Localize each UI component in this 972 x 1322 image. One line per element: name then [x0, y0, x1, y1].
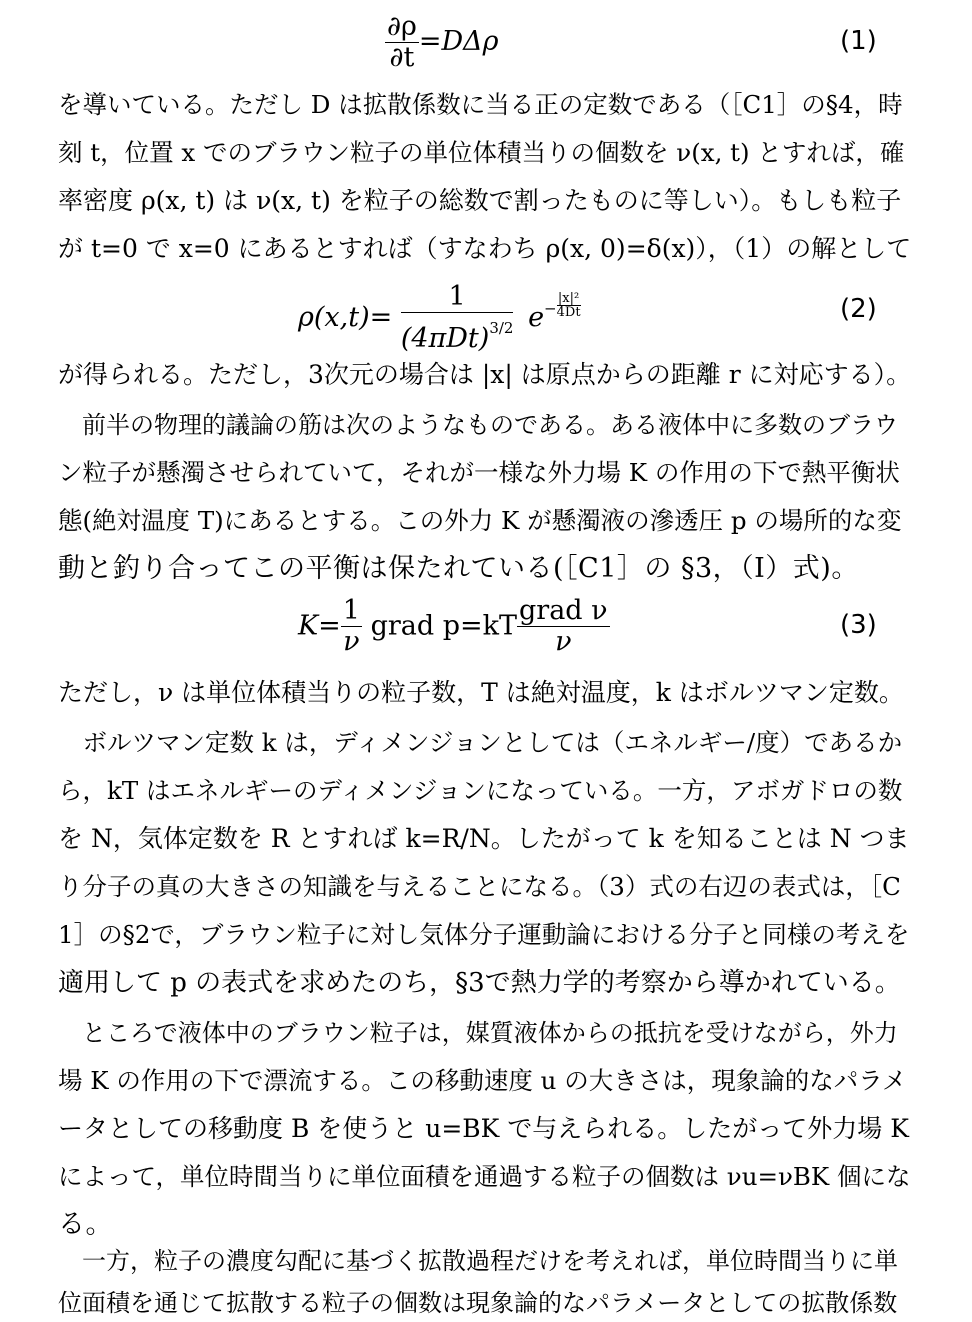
text-line: 率密度 ρ(x, t) は ν(x, t) を粒子の総数で割ったものに等しい）。もしも粒子 — [58, 186, 902, 215]
equation-1 — [385, 12, 499, 73]
text-line: 刻 t，位置 x でのブラウン粒子の単位体積当りの個数を ν(x, t) とすれば，確 — [58, 138, 905, 167]
equation-3-denominator-1: ν — [343, 626, 360, 657]
equation-2-denominator-exponent: 3/2 — [489, 319, 514, 337]
text-line: が t=0 で x=0 にあるとすれば（すなわち ρ(x, 0)=δ(x)），（1）の解として — [58, 234, 912, 263]
equation-2-lhs: ρ(x,t)= — [298, 302, 393, 333]
equation-2-exponent-fraction — [557, 292, 581, 319]
equation-2 — [298, 282, 581, 354]
text-line: を N，気体定数を R とすれば k=R/N。したがって k を知ることは N つま — [58, 824, 910, 853]
equation-1-numerator: ∂ρ — [387, 11, 417, 42]
equation-2-numerator: 1 — [401, 282, 514, 313]
equation-2-denominator: (4πDt) — [400, 323, 490, 354]
equation-3-middle: grad p=kT — [361, 610, 517, 642]
text-line: り分子の真の大きさの知識を与えることになる。（3）式の右辺の表式は，［C — [58, 872, 901, 901]
equation-3 — [298, 596, 610, 657]
text-line: ータとしての移動度 B を使うと u=BK で与えられる。したがって外力場 K — [58, 1114, 909, 1143]
equation-1-label: (1) — [840, 26, 877, 56]
equation-2-exp-sign: − — [544, 299, 557, 318]
text-line: 動と釣り合ってこの平衡は保たれている(［C1］の §3，（I）式)。 — [58, 553, 859, 584]
equation-3-lhs: K= — [298, 610, 341, 642]
text-line: 態(絶対温度 T)にあるとする。この外力 K が懸濁液の滲透圧 p の場所的な変 — [58, 506, 902, 535]
equation-2-exp-base: e — [528, 302, 545, 333]
equation-2-label: (2) — [840, 294, 877, 324]
equation-3-label: (3) — [840, 610, 877, 640]
text-line: ボルツマン定数 k は，ディメンジョンとしては（エネルギー/度）であるか — [58, 728, 903, 757]
text-line: ところで液体中のブラウン粒子は，媒質液体からの抵抗を受けながら，外力 — [58, 1019, 898, 1047]
text-line: を導いている。ただし D は拡散係数に当る正の定数である（［C1］の§4，時 — [58, 90, 903, 119]
text-line: 場 K の作用の下で漂流する。この移動速度 u の大きさは，現象論的なパラメ — [58, 1066, 907, 1095]
text-line: 適用して p の表式を求めたのち，§3で熱力学的考察から導かれている。 — [58, 968, 901, 998]
equation-3-denominator-2: ν — [555, 626, 572, 657]
text-line: 一方，粒子の濃度勾配に基づく拡散過程だけを考えれば，単位時間当りに単 — [58, 1247, 898, 1275]
equation-3-fraction-2 — [517, 596, 610, 657]
equation-2-denominator-wrap — [401, 313, 514, 354]
text-line: 1］の§2で，ブラウン粒子に対し気体分子運動論における分子と同様の考えを — [58, 920, 910, 949]
text-line: ン粒子が懸濁させられていて，それが一様な外力場 K の作用の下で熱平衡状 — [58, 458, 900, 487]
text-line: ただし，ν は単位体積当りの粒子数，T は絶対温度，k はボルツマン定数。 — [58, 678, 904, 707]
text-line: る。 — [58, 1209, 113, 1240]
equation-1-rhs: =DΔρ — [418, 26, 499, 57]
text-line: ら，kT はエネルギーのディメンジョンになっている。一方，アボガドロの数 — [58, 776, 903, 805]
equation-3-numerator-1: 1 — [342, 595, 360, 626]
equation-3-fraction-1 — [341, 596, 362, 657]
equation-1-fraction — [385, 12, 419, 73]
text-line: 位面積を通じて拡散する粒子の個数は現象論的なパラメータとしての拡散係数 — [58, 1289, 898, 1317]
text-line: が得られる。ただし，3次元の場合は |x| は原点からの距離 r に対応する）。 — [58, 360, 912, 389]
equation-2-exponent-denominator: 4Dt — [556, 304, 581, 320]
text-line: 前半の物理的議論の筋は次のようなものである。ある液体中に多数のブラウ — [58, 411, 898, 439]
equation-2-fraction — [401, 282, 514, 354]
text-line: によって，単位時間当りに単位面積を通過する粒子の個数は νu=νBK 個にな — [58, 1162, 911, 1191]
equation-3-numerator-2: grad ν — [519, 595, 608, 626]
equation-2-exponent-numerator: |x|² — [557, 290, 580, 306]
equation-1-denominator: ∂t — [389, 42, 415, 73]
